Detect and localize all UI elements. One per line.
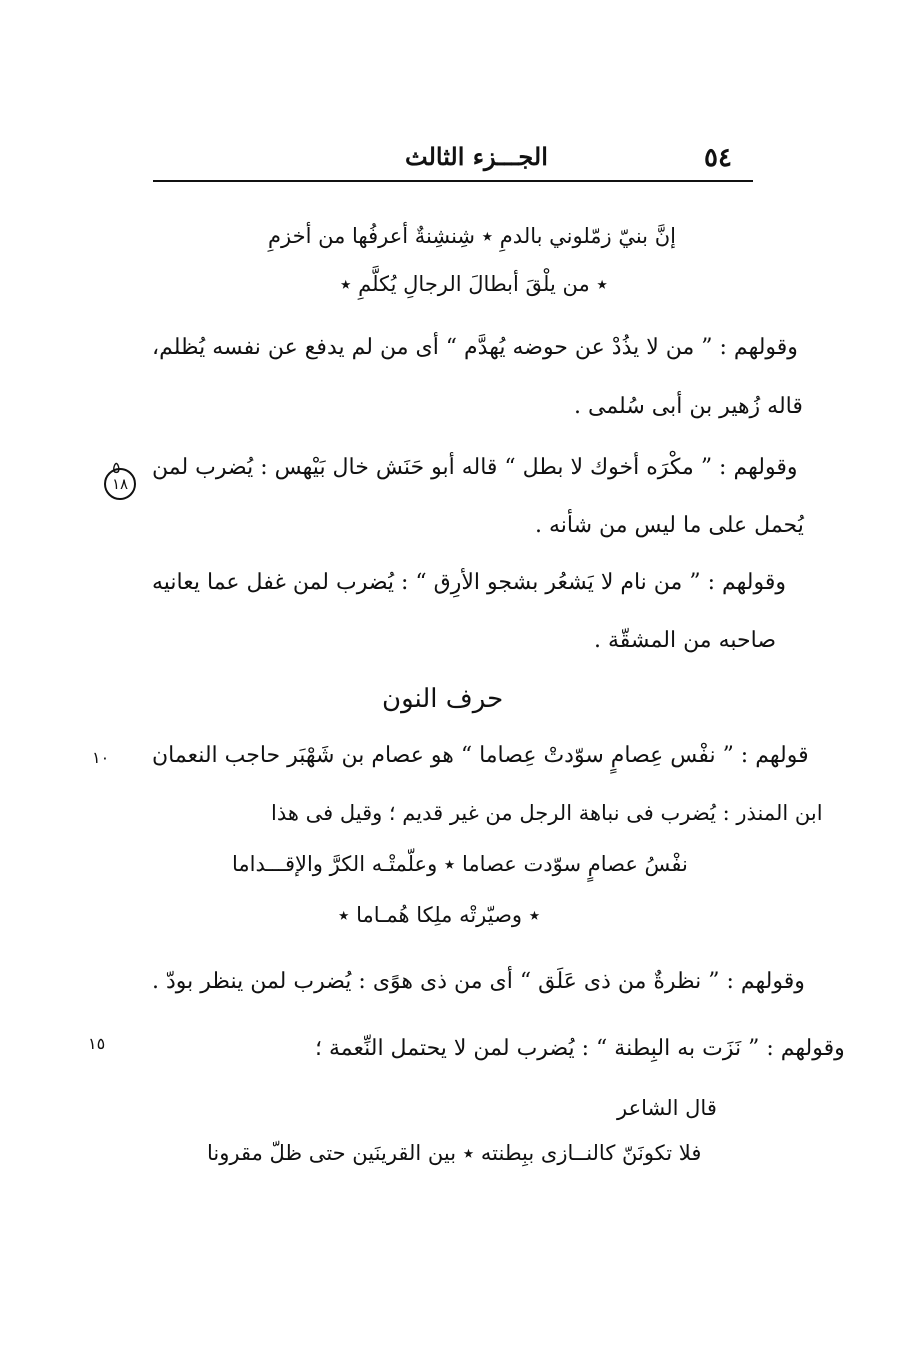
verse-line-4: ٭ وصيّرتْه ملِكا هُمـاما ٭: [338, 903, 541, 927]
text-line: وقولهم : ” من نام لا يَشعُر بشجو الأرِق “ : يُضرب لمن غفل عما يعانيه: [152, 570, 786, 595]
text-line: وقولهم : ” نظرةٌ من ذى عَلَق “ أى من ذى هوًى : يُضرب لمن ينظر بودّ .: [152, 969, 805, 994]
text-line: يُحمل على ما ليس من شأنه .: [535, 513, 804, 538]
section-heading: حرف النون: [382, 684, 504, 714]
header-rule: [153, 180, 753, 182]
verse-line-2: ٭ من يلْقَ أبطالَ الرجالِ يُكلَّمِ ٭: [340, 272, 608, 296]
text-line: قولهم : ” نفْس عِصامٍ سوّدتْ عِصاما “ هو عصام بن شَهْبَر حاجب النعمان: [152, 743, 809, 768]
page-header-title: الجـــزء الثالث: [405, 142, 548, 171]
verse-line-5: فلا تكونَنّ كالنــازى ببِطنته ٭ بين القرينَين حتى ظلّ مقرونا: [207, 1141, 702, 1165]
verse-line-1: إنَّ بنيّ زمّلوني بالدمِ ٭ شِنشِنةٌ أعرفُها من أخزمِ: [268, 224, 676, 248]
margin-line-number-5: ٥: [112, 458, 121, 477]
text-line: وقولهم : ” مكْرَه أخوك لا بطل “ قاله أبو حَنَش خال بَيْهس : يُضرب لمن: [152, 455, 798, 480]
text-line: وقولهم : ” نَزَت به البِطنة “ : يُضرب لمن لا يحتمل النِّعمة ؛: [315, 1036, 845, 1061]
text-line: صاحبه من المشقّة .: [594, 628, 777, 653]
margin-line-number-10: ١٠: [92, 748, 110, 767]
text-line: قال الشاعر: [617, 1096, 717, 1120]
page-number: ٥٤: [704, 143, 732, 173]
text-line: وقولهم : ” من لا يذُدْ عن حوضه يُهدَّم “ أى من لم يدفع عن نفسه يُظلم،: [152, 335, 798, 360]
text-line: ابن المنذر : يُضرب فى نباهة الرجل من غير قديم ؛ وقيل فى هذا: [271, 801, 823, 825]
margin-folio-badge: ١٨: [104, 468, 136, 500]
verse-line-3: نفْسُ عصامٍ سوّدت عصاما ٭ وعلّمتْـه الكرَّ والإقـــداما: [232, 852, 688, 876]
margin-line-number-15: ١٥: [88, 1034, 106, 1053]
text-line: قاله زُهير بن أبى سُلمى .: [574, 394, 803, 419]
